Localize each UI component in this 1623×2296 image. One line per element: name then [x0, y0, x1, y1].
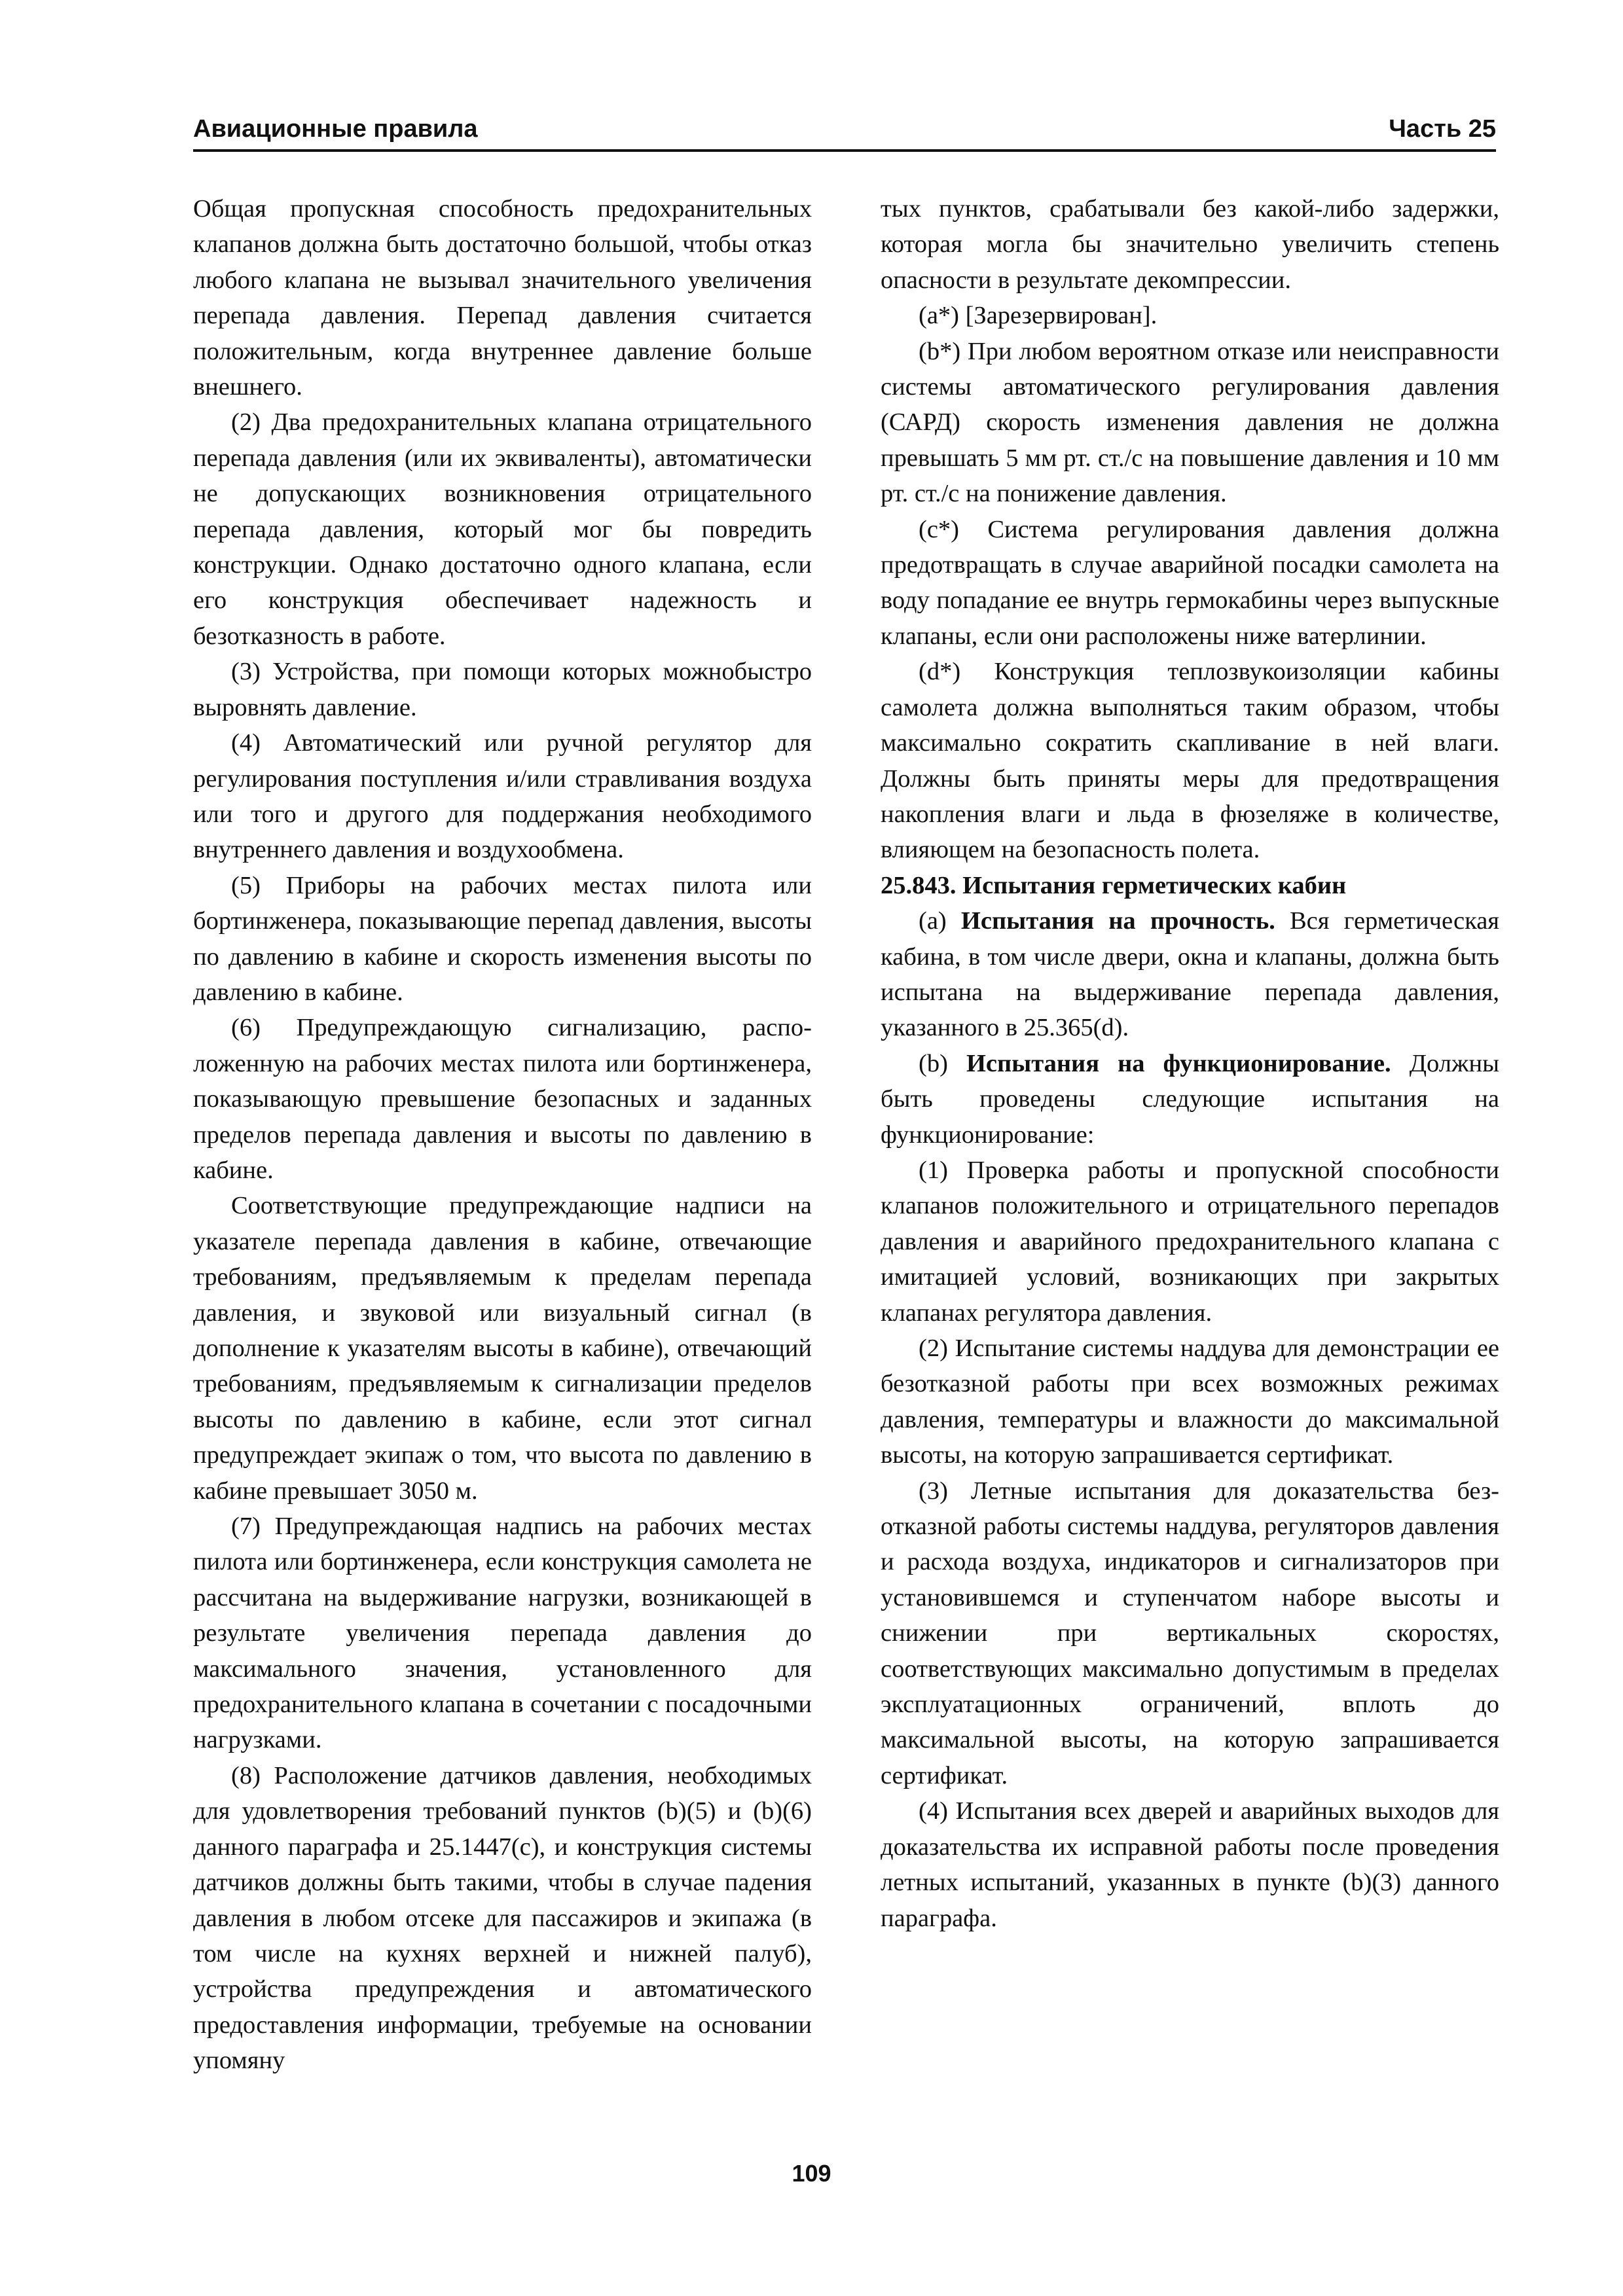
- paragraph: (5) Приборы на рабочих местах пилота или бортинженера, показывающие перепад давления, высоты по давлению в кабине и скорость изменения высоты по давлению в кабине.: [193, 871, 812, 1006]
- paragraph: (3) Устройства, при помощи которых можнобыстро выровнять давление.: [193, 658, 812, 721]
- paragraph: (c*) Система регулирования давления должна предотвращать в случае аварийной посадки самолета на воду попадание ее внутрь гермокабины через выпускные клапаны, если они расположены ниже ватерлинии.: [881, 515, 1499, 650]
- paragraph: Соответствующие предупреждающие надписи на указателе перепада давления в кабине, отвечающие требованиям, предъявляемым к пределам перепада давления, и звуковой или визуальный сигнал (в дополнение к указателям высоты в кабине), отвечающий требованиям, предъявляемым к сигнализации пределов высоты по давлению в кабине, если этот сигнал предупреждает экипаж о том, что высота по давлению в кабине превышает 3050 м.: [193, 1192, 812, 1505]
- paragraph: тых пунктов, срабатывали без какой-либо задержки, которая могла бы значительно увеличить степень опасности в результате декомпрессии.: [881, 195, 1499, 294]
- paragraph: (7) Предупреждающая надпись на рабочих местах пилота или бортинженера, если конструкция самолета не рассчитана на выдерживание нагрузки, возникающей в результате увеличения перепада давления до максимального значения, установленного для предохранительного клапана в сочетании с посадочными нагрузками.: [193, 1513, 812, 1754]
- paragraph: (2) Испытание системы наддува для демонстрации ее безотказной работы при всех возможных режимах давления, температуры и влажности до максимальной высоты, на которую запрашивается сертификат.: [881, 1335, 1499, 1469]
- page-header: [193, 110, 1496, 152]
- paragraph: (3) Летные испытания для доказательства безотказной работы системы наддува, регуляторов давления и расхода воздуха, индикаторов и сигнализаторов при установившемся и ступенчатом наборе высоты и снижении при вертикальных скоростях, соответствующих максимально допустимым в пределах эксплуатационных ограничений, вплоть до максимальной высоты, на которую запрашивается сертификат.: [881, 1477, 1499, 1789]
- bold-run: Испытания на прочность.: [960, 907, 1275, 935]
- paragraph: (8) Расположение датчиков давления, необходимых для удовлетворения требований пунктов (b)(5) и (b)(6) данного параграфа и 25.1447(c), и конструкция системы датчиков должны быть такими, чтобы в случае падения давления в любом отсеке для пассажиров и экипажа (в том числе на кухнях верхней и нижней палуб), устройства предупреждения и автоматического предоставления информации, требуемые на основании упомяну: [193, 1761, 812, 2075]
- right-column: [881, 191, 1499, 1936]
- paragraph: [881, 903, 1499, 1046]
- paragraph: (d*) Конструкция теплозвукоизоляции кабины самолета должна выполняться таким образом, чтобы максимально сократить скапливание в ней влаги. Должны быть приняты меры для предотвращения накопления влаги и льда в фюзеляже в количестве, влияющем на безопасность полета.: [881, 658, 1499, 864]
- header-title: Авиационные правила: [193, 115, 478, 143]
- paragraph: (2) Два предохранительных клапана отрицательного перепада давления (или их эквиваленты), автоматически не допускающих возникновения отрицательного перепада давления, который мог бы повредить конструкции. Однако достаточно одного клапана, если его конструкция обеспечивает надежность и безотказность в работе.: [193, 408, 812, 650]
- left-column: [193, 191, 812, 2079]
- item-prefix: (b): [919, 1049, 966, 1077]
- text-run: Вся герметическая кабина, в том числе двери, окна и клапаны, должна быть испытана на выдерживание перепада давления, указанного в 25.365(d).: [881, 907, 1499, 1042]
- header-part: Часть 25: [1389, 115, 1496, 143]
- item-prefix: (a): [919, 907, 961, 935]
- paragraph: (b*) При любом вероятном отказе или неисправности системы автоматического регулирования давления (САРД) скорость изменения давления не должна превышать 5 мм рт. ст./с на повышение давления и 10 мм рт. ст./с на понижение давления.: [881, 337, 1499, 508]
- paragraph: (1) Проверка работы и пропускной способности клапанов положительного и отрицательного перепадов давления и аварийного предохранительного клапана с имитацией условий, возникающих при закрытых клапанах регулятора давления.: [881, 1156, 1499, 1327]
- section-heading: 25.843. Испытания герметических кабин: [881, 871, 1347, 899]
- page-number: 109: [792, 2160, 831, 2187]
- paragraph: (a*) [Зарезервирован].: [919, 302, 1158, 330]
- paragraph: (6) Предупреждающую сигнализацию, расположенную на рабочих местах пилота или бортинженера, показывающую превышение безопасных и заданных пределов перепада давления и высоты по давлению в кабине.: [193, 1014, 812, 1184]
- paragraph: [881, 1046, 1499, 1153]
- bold-run: Испытания на функционирование.: [966, 1049, 1391, 1077]
- paragraph: (4) Автоматический или ручной регулятор для регулирования поступления и/или стравливания воздуха или того и другого для поддержания необходимого внутреннего давления и воздухообмена.: [193, 729, 812, 864]
- paragraph: (4) Испытания всех дверей и аварийных выходов для доказательства их исправной работы после проведения летных испытаний, указанных в пункте (b)(3) данного параграфа.: [881, 1797, 1499, 1932]
- text-run: Должны быть проведены следующие испытания на функционирование:: [881, 1049, 1499, 1149]
- paragraph: Общая пропускная способность предохранительных клапанов должна быть достаточно большой, чтобы отказ любого клапана не вызывал значительного увеличения перепада давления. Перепад давления считается положительным, когда внутреннее давление больше внешнего.: [193, 195, 812, 401]
